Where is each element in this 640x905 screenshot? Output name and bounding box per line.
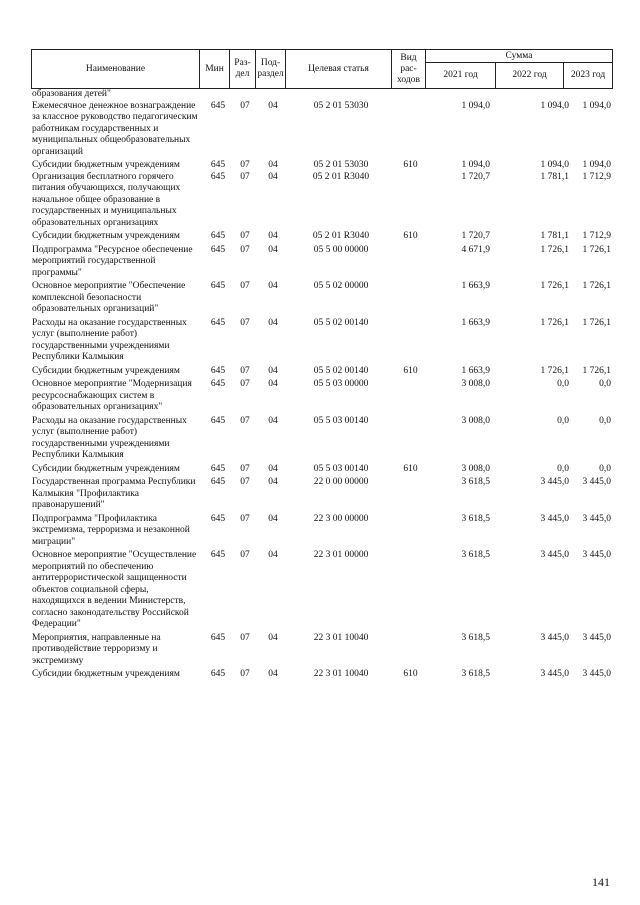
row-sum-2021: 1 663,9: [461, 317, 490, 328]
row-razdel: 07: [240, 513, 250, 524]
row-sum-2023: 0,0: [599, 415, 611, 426]
table-row: [31, 514, 612, 549]
row-min: 645: [210, 513, 226, 524]
row-podrazdel: 04: [268, 100, 278, 111]
row-podrazdel: 04: [268, 365, 278, 376]
table-row: [31, 477, 612, 512]
table-row: [31, 550, 612, 631]
row-vid: 610: [403, 669, 418, 679]
row-razdel: 07: [240, 171, 250, 182]
row-celevaya: 05 5 02 00000: [313, 281, 369, 291]
row-podrazdel: 04: [268, 160, 278, 170]
row-sum-2023: 1 726,1: [582, 365, 611, 376]
row-name: Подпрограмма "Ресурсное обеспечение мероприятий государственной программы": [32, 244, 193, 278]
row-razdel: 07: [240, 365, 250, 376]
row-podrazdel: 04: [268, 317, 278, 328]
table-row: [31, 318, 612, 364]
row-celevaya: 22 3 00 00000: [313, 513, 369, 524]
row-razdel: 07: [240, 477, 250, 487]
row-name: Организация бесплатного горячего питания обучающихся, получающих начальное общее образование в государственных и муниципальных образовательных организациях: [32, 171, 181, 228]
row-celevaya: 22 3 01 00000: [313, 550, 369, 560]
row-podrazdel: 04: [268, 415, 278, 426]
header-2023: 2023 год: [564, 63, 613, 89]
carryover-row: [31, 89, 612, 101]
row-podrazdel: 04: [268, 632, 278, 643]
row-celevaya: 05 2 01 53030: [313, 160, 369, 170]
table-row: [31, 669, 612, 681]
row-vid: 610: [403, 463, 418, 474]
row-name: Расходы на оказание государственных услуг (выполнение работ) государственными учреждениями Республики Калмыкия: [32, 317, 187, 362]
row-sum-2023: 1 726,1: [582, 317, 611, 328]
row-celevaya: 05 5 03 00140: [313, 415, 369, 426]
header-razdel: Раз-дел: [230, 50, 256, 89]
row-sum-2022: 3 445,0: [540, 632, 569, 643]
row-razdel: 07: [240, 231, 250, 241]
row-razdel: 07: [240, 632, 250, 643]
row-sum-2022: 1 726,1: [540, 365, 569, 376]
row-sum-2023: 3 445,0: [582, 669, 611, 679]
row-sum-2021: 1 094,0: [461, 160, 490, 170]
row-sum-2022: 0,0: [557, 379, 569, 389]
row-celevaya: 22 0 00 00000: [313, 477, 369, 487]
row-sum-2021: 1 094,0: [461, 100, 490, 111]
row-sum-2023: 3 445,0: [582, 477, 611, 487]
header-summa: Сумма: [426, 50, 613, 63]
row-sum-2022: 3 445,0: [540, 550, 569, 560]
row-sum-2021: 1 720,7: [461, 231, 490, 241]
row-celevaya: 05 5 03 00140: [313, 463, 369, 474]
row-min: 645: [210, 477, 226, 487]
row-podrazdel: 04: [268, 244, 278, 255]
row-name: Государственная программа Республики Калмыкия "Профилактика правонарушений": [32, 477, 196, 510]
table-row: [31, 160, 612, 172]
page-number: 141: [592, 875, 610, 889]
row-sum-2021: 3 008,0: [461, 463, 490, 474]
table-row: [31, 101, 612, 159]
row-min: 645: [210, 550, 226, 560]
row-podrazdel: 04: [268, 171, 278, 182]
row-min: 645: [210, 415, 226, 426]
row-min: 645: [210, 632, 226, 643]
table-row: [31, 366, 612, 378]
table-row: [31, 379, 612, 414]
row-vid: 610: [403, 231, 418, 241]
row-vid: 610: [403, 365, 418, 376]
row-sum-2022: 1 094,0: [540, 100, 569, 111]
row-celevaya: 05 5 00 00000: [313, 244, 369, 255]
row-sum-2021: 4 671,9: [461, 244, 490, 255]
table-body: [31, 89, 612, 681]
row-podrazdel: 04: [268, 513, 278, 524]
row-razdel: 07: [240, 463, 250, 474]
row-name: Субсидии бюджетным учреждениям: [32, 160, 180, 170]
row-sum-2023: 1 726,1: [582, 244, 611, 255]
table-row: [31, 172, 612, 230]
row-min: 645: [210, 281, 226, 291]
row-podrazdel: 04: [268, 231, 278, 241]
row-sum-2023: 1 712,9: [582, 171, 611, 182]
row-sum-2021: 1 720,7: [461, 171, 490, 182]
row-razdel: 07: [240, 669, 250, 679]
document-page: [31, 49, 612, 681]
header-podrazdel: Под-раздел: [256, 50, 286, 89]
row-razdel: 07: [240, 100, 250, 111]
carryover-text: образования детей": [32, 89, 111, 99]
row-celevaya: 05 2 01 R3040: [312, 231, 370, 241]
row-celevaya: 05 2 01 R3040: [312, 171, 370, 182]
row-sum-2021: 3 008,0: [461, 415, 490, 426]
row-min: 645: [210, 669, 226, 679]
row-name: Субсидии бюджетным учреждениям: [32, 365, 180, 376]
row-name: Основное мероприятие "Модернизация ресурсоснабжающих систем в образовательных организациях": [32, 379, 192, 412]
row-min: 645: [210, 463, 226, 474]
row-min: 645: [210, 171, 226, 182]
row-sum-2022: 1 094,0: [540, 160, 569, 170]
row-razdel: 07: [240, 379, 250, 389]
row-min: 645: [210, 379, 226, 389]
row-sum-2023: 1 094,0: [582, 160, 611, 170]
row-sum-2021: 3 618,5: [461, 513, 490, 524]
row-razdel: 07: [240, 281, 250, 291]
row-razdel: 07: [240, 550, 250, 560]
row-sum-2022: 1 781,1: [540, 171, 569, 182]
table-row: [31, 464, 612, 476]
row-celevaya: 05 5 02 00140: [313, 317, 369, 328]
row-sum-2023: 0,0: [599, 463, 611, 474]
row-sum-2022: 1 726,1: [540, 244, 569, 255]
row-min: 645: [210, 160, 226, 170]
header-min: Мин: [200, 50, 230, 89]
table-row: [31, 231, 612, 243]
row-razdel: 07: [240, 415, 250, 426]
row-sum-2022: 1 726,1: [540, 317, 569, 328]
row-sum-2023: 3 445,0: [582, 513, 611, 524]
row-min: 645: [210, 231, 226, 241]
table-header: [31, 49, 613, 89]
row-podrazdel: 04: [268, 669, 278, 679]
row-sum-2023: 1 094,0: [582, 100, 611, 111]
row-sum-2023: 1 726,1: [582, 281, 611, 291]
table-row: [31, 633, 612, 668]
header-celevaya: Целевая статья: [286, 50, 392, 89]
row-sum-2023: 0,0: [599, 379, 611, 389]
row-sum-2022: 3 445,0: [540, 513, 569, 524]
table-row: [31, 416, 612, 462]
row-name: Субсидии бюджетным учреждениям: [32, 463, 180, 474]
table-row: [31, 281, 612, 316]
row-name: Расходы на оказание государственных услуг (выполнение работ) государственными учреждениями Республики Калмыкия: [32, 415, 187, 460]
row-sum-2021: 3 618,5: [461, 550, 490, 560]
row-podrazdel: 04: [268, 281, 278, 291]
row-sum-2022: 1 726,1: [540, 281, 569, 291]
row-sum-2021: 3 618,5: [461, 632, 490, 643]
row-celevaya: 05 2 01 53030: [313, 100, 369, 111]
row-min: 645: [210, 100, 226, 111]
row-sum-2021: 3 618,5: [461, 477, 490, 487]
row-sum-2021: 3 008,0: [461, 379, 490, 389]
row-sum-2023: 1 712,9: [582, 231, 611, 241]
row-sum-2022: 3 445,0: [540, 477, 569, 487]
row-name: Субсидии бюджетным учреждениям: [32, 669, 180, 679]
header-2022: 2022 год: [496, 63, 564, 89]
row-name: Субсидии бюджетным учреждениям: [32, 231, 180, 241]
row-podrazdel: 04: [268, 463, 278, 474]
header-name: Наименование: [32, 50, 200, 89]
row-sum-2022: 0,0: [557, 463, 569, 474]
header-2021: 2021 год: [426, 63, 496, 89]
row-sum-2021: 1 663,9: [461, 365, 490, 376]
row-razdel: 07: [240, 160, 250, 170]
row-podrazdel: 04: [268, 477, 278, 487]
table-row: [31, 245, 612, 280]
row-celevaya: 05 5 02 00140: [313, 365, 369, 376]
row-name: Основное мероприятие "Осуществление мероприятий по обеспечению антитеррористической защищенности объектов социальной сферы, находящихся в ведении Министерств, согласно законодательству Российской Федерации": [32, 550, 197, 629]
row-name: Ежемесячное денежное вознаграждение за классное руководство педагогическим работникам государственных и муниципальных общеобразовательных организаций: [32, 100, 198, 157]
row-podrazdel: 04: [268, 550, 278, 560]
row-celevaya: 05 5 03 00000: [313, 379, 369, 389]
row-sum-2021: 1 663,9: [461, 281, 490, 291]
row-razdel: 07: [240, 244, 250, 255]
header-vid: Вид рас-ходов: [392, 50, 426, 89]
row-sum-2022: 3 445,0: [540, 669, 569, 679]
row-sum-2022: 1 781,1: [540, 231, 569, 241]
row-name: Подпрограмма "Профилактика экстремизма, терроризма и незаконной миграции": [32, 513, 190, 547]
row-vid: 610: [403, 160, 418, 170]
row-name: Основное мероприятие "Обеспечение комплексной безопасности образовательных организаций": [32, 281, 186, 314]
row-min: 645: [210, 244, 226, 255]
row-sum-2023: 3 445,0: [582, 550, 611, 560]
row-min: 645: [210, 365, 226, 376]
row-sum-2023: 3 445,0: [582, 632, 611, 643]
row-min: 645: [210, 317, 226, 328]
row-sum-2021: 3 618,5: [461, 669, 490, 679]
row-podrazdel: 04: [268, 379, 278, 389]
row-sum-2022: 0,0: [557, 415, 569, 426]
row-name: Мероприятия, направленные на противодействие терроризму и экстремизму: [32, 632, 161, 666]
row-celevaya: 22 3 01 10040: [313, 669, 369, 679]
row-razdel: 07: [240, 317, 250, 328]
row-celevaya: 22 3 01 10040: [313, 632, 369, 643]
